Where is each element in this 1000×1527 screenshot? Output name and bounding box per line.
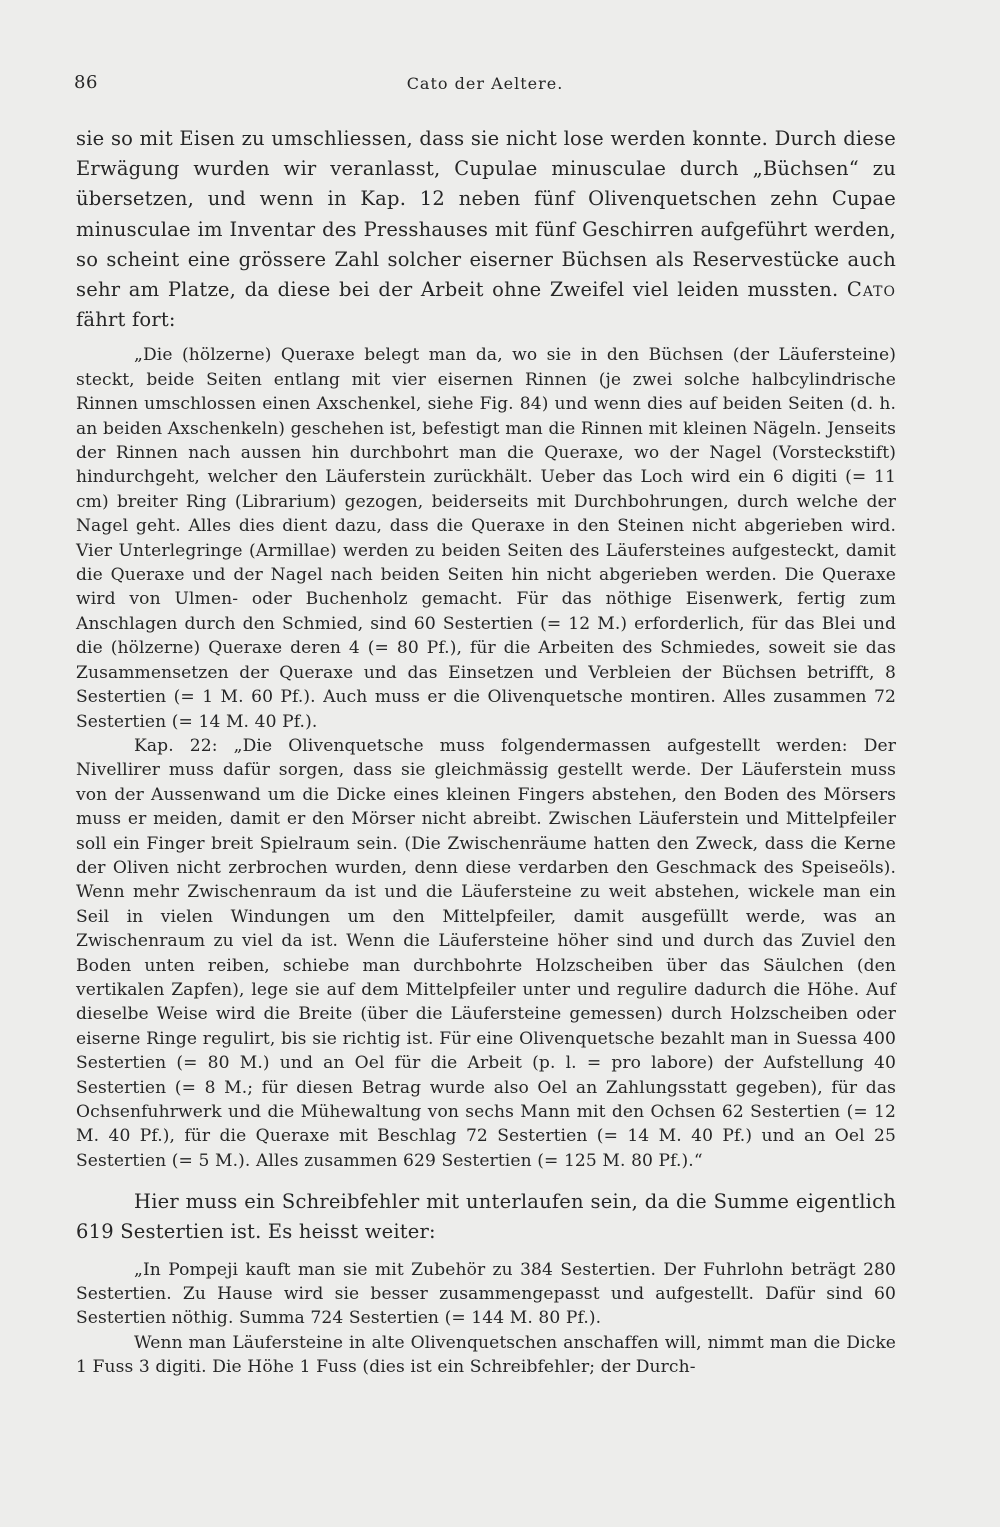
quote-paragraph-4: Wenn man Läufersteine in alte Olivenquetschen anschaffen will, nimmt man die Dicke 1 Fuss 3 digiti. Die Höhe 1 Fuss (dies ist ein Schreibfehler; der Durch- (76, 1332, 896, 1378)
running-head: Cato der Aeltere. (406, 74, 564, 93)
quote-paragraph-1: „Die (hölzerne) Queraxe belegt man da, wo sie in den Büchsen (der Läufersteine) steckt, beide Seiten entlang mit vier eisernen Rinnen (je zwei solche halbcylindrische Rinnen umschlossen einen Axschenkel, siehe Fig. 84) und wenn dies auf beiden Seiten (d. h. an beiden Axschenkeln) geschehen ist, befestigt man die Rinnen mit kleinen Nägeln. Jenseits der Rinnen nach aussen hin durchbohrt man die Queraxe, wo der Nagel (Vorsteckstift) hindurchgeht, welcher den Läuferstein zurückhält. Ueber das Loch wird ein 6 digiti (= 11 cm) breiter Ring (Librarium) gezogen, beiderseits mit Durchbohrungen, durch welche der Nagel geht. Alles dies dient dazu, dass die Queraxe in den Steinen nicht abgerieben wird. Vier Unterlegringe (Armillae) werden zu beiden Seiten des Läufersteines aufgesteckt, damit die Queraxe und der Nagel nach beiden Seiten hin nicht abgerieben werden. Die Queraxe wird von Ulmen- oder Buchenholz gemacht. Für das nöthige Eisenwerk, fertig zum Anschlagen durch den Schmied, sind 60 Sestertien (= 12 M.) erforderlich, für das Blei und die (hölzerne) Queraxe deren 4 (= 80 Pf.), für die Arbeiten des Schmiedes, soweit sie das Zusammensetzen der Queraxe und das Einsetzen und Verbleien der Büchsen betrifft, 8 Sestertien (= 1 M. 60 Pf.). Auch muss er die Olivenquetsche montiren. Alles zusammen 72 Sestertien (= 14 M. 40 Pf.). (76, 345, 896, 732)
commentary-paragraph: Hier muss ein Schreibfehler mit unterlaufen sein, da die Summe eigentlich 619 Sestertien ist. Es heisst weiter: (76, 1190, 896, 1244)
page-header (74, 72, 896, 100)
page-body (76, 124, 896, 1380)
paragraph-text: sie so mit Eisen zu umschliessen, dass sie nicht lose werden konnte. Durch diese Erwägung wurden wir veranlasst, Cupulae minusculae durch „Büchsen“ zu übersetzen, und wenn in Kap. 12 neben fünf Olivenquetschen zehn Cupae minusculae im Inventar des Presshauses mit fünf Geschirren aufgeführt werden, so scheint eine grössere Zahl solcher eiserner Büchsen als Reservestücke auch sehr am Platze, da diese bei der Arbeit ohne Zweifel viel leiden mussten. (76, 127, 896, 302)
page-number: 86 (74, 72, 98, 93)
author-name: Cato (846, 278, 896, 302)
quote-paragraph-3: „In Pompeji kauft man sie mit Zubehör zu 384 Sestertien. Der Fuhrlohn beträgt 280 Sestertien. Zu Hause wird sie besser zusammengepasst und aufgestellt. Dafür sind 60 Sestertien nöthig. Summa 724 Sestertien (= 144 M. 80 Pf.). (76, 1259, 896, 1329)
paragraph-continuation (76, 124, 896, 335)
quote-paragraph-2: Kap. 22: „Die Olivenquetsche muss folgendermassen aufgestellt werden: Der Nivellirer muss dafür sorgen, dass sie gleichmässig gestellt werde. Der Läuferstein muss von der Aussenwand um die Dicke eines kleinen Fingers abstehen, den Boden des Mörsers muss er meiden, damit er den Mörser nicht abreibt. Zwischen Läuferstein und Mittelpfeiler soll ein Finger breit Spielraum sein. (Die Zwischenräume hatten den Zweck, dass die Kerne der Oliven nicht zerbrochen wurden, denn diese verdarben den Geschmack des Speiseöls). Wenn mehr Zwischenraum da ist und die Läufersteine zu weit abstehen, wickele man ein Seil in vielen Windungen um den Mittelpfeiler, damit ausgefüllt werde, was an Zwischenraum zu viel da ist. Wenn die Läufersteine höher sind und durch das Zuviel den Boden unten reiben, schiebe man durchbohrte Holzscheiben über das Säulchen (den vertikalen Zapfen), lege sie auf dem Mittelpfeiler unter und regulire dadurch die Höhe. Auf dieselbe Weise wird die Breite (über die Läufersteine gemessen) durch Holzscheiben oder eiserne Ringe regulirt, bis sie richtig ist. Für eine Olivenquetsche bezahlt man in Suessa 400 Sestertien (= 80 M.) und an Oel für die Arbeit (p. l. = pro labore) der Aufstellung 40 Sestertien (= 8 M.; für diesen Betrag wurde also Oel an Zahlungsstatt gegeben), für das Ochsenfuhrwerk und die Mühewaltung von sechs Mann mit den Ochsen 62 Sestertien (= 12 M. 40 Pf.), für die Queraxe mit Beschlag 72 Sestertien (= 14 M. 40 Pf.) und an Oel 25 Sestertien (= 5 M.). Alles zusammen 629 Sestertien (= 125 M. 80 Pf.).“ (76, 735, 896, 1171)
paragraph-text-tail: fährt fort: (76, 308, 176, 332)
